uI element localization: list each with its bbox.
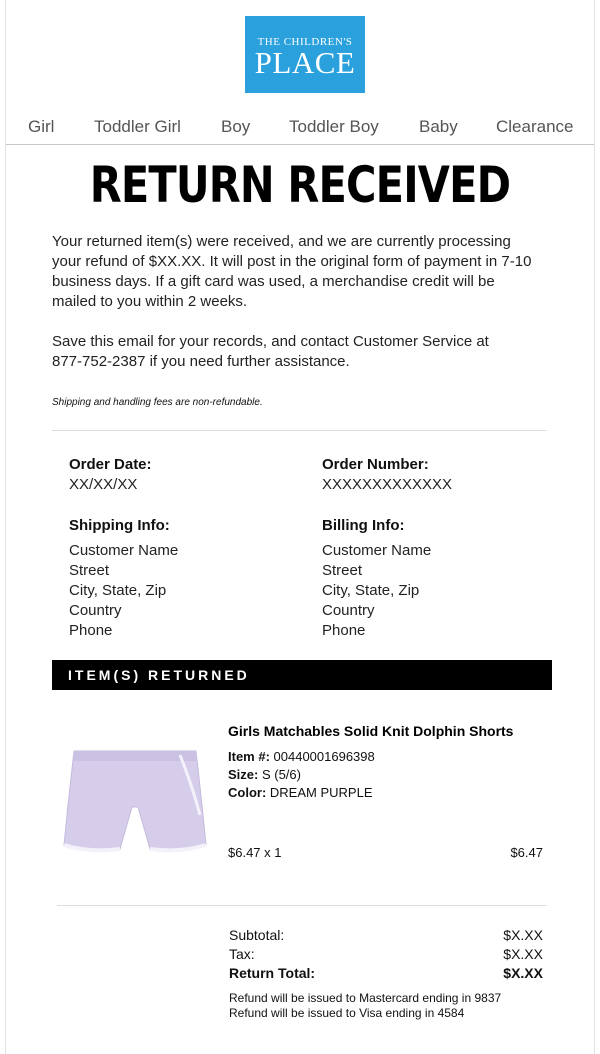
billing-address xyxy=(322,541,431,641)
nav-baby[interactable]: Baby xyxy=(419,117,458,136)
intro-paragraph-2 xyxy=(52,332,552,372)
billing-name: Customer Name xyxy=(322,542,432,559)
item-size-value: S (5/6) xyxy=(261,767,301,782)
brand-line1: THE CHILDREN'S xyxy=(257,36,353,48)
nav-toddler-boy[interactable]: Toddler Boy xyxy=(289,117,379,136)
intro-line: mailed to you within 2 weeks. xyxy=(52,293,248,310)
category-nav xyxy=(6,113,594,145)
brand-line2: PLACE xyxy=(254,45,356,80)
product-image[interactable] xyxy=(60,745,210,860)
divider xyxy=(57,905,547,906)
divider xyxy=(52,430,547,431)
shipping-city: City, State, Zip xyxy=(69,582,167,599)
refund-note-visa: Refund will be issued to Visa ending in 4584 xyxy=(229,1006,465,1020)
item-qty-price: $6.47 x 1 xyxy=(228,845,282,860)
item-color-label: Color: xyxy=(228,785,267,800)
tax-label: Tax: xyxy=(229,946,255,962)
shipping-address xyxy=(69,541,178,641)
item-size-label: Size: xyxy=(228,767,259,782)
item-number-label: Item #: xyxy=(228,749,270,764)
shipping-info-label: Shipping Info: xyxy=(69,517,170,534)
shipping-phone: Phone xyxy=(69,622,113,639)
item-number xyxy=(228,749,375,764)
refund-note-mastercard: Refund will be issued to Mastercard ending in 9837 xyxy=(229,991,502,1005)
shipping-note: Shipping and handling fees are non-refundable. xyxy=(52,397,263,408)
item-color xyxy=(228,785,372,800)
intro-paragraph-1 xyxy=(52,232,552,312)
billing-city: City, State, Zip xyxy=(322,582,420,599)
page-title: RETURN RECEIVED xyxy=(89,156,511,214)
shipping-country: Country xyxy=(69,602,122,619)
order-date-value: XX/XX/XX xyxy=(69,476,138,493)
item-line-total: $6.47 xyxy=(510,845,543,860)
intro-line: Save this email for your records, and contact Customer Service at xyxy=(52,333,489,350)
intro-line: Your returned item(s) were received, and we are currently processing xyxy=(52,233,511,250)
intro-line: 877-752-2387 if you need further assistance. xyxy=(52,353,350,370)
billing-phone: Phone xyxy=(322,622,366,639)
order-number-value: XXXXXXXXXXXXX xyxy=(322,476,453,493)
billing-street: Street xyxy=(322,562,363,579)
nav-boy[interactable]: Boy xyxy=(221,117,251,136)
intro-line: your refund of $XX.XX. It will post in the original form of payment in 7-10 xyxy=(52,253,532,270)
item-size xyxy=(228,767,301,782)
item-number-value: 00440001696398 xyxy=(273,749,375,764)
shipping-name: Customer Name xyxy=(69,542,179,559)
order-number-label: Order Number: xyxy=(322,456,429,473)
intro-line: business days. If a gift card was used, a merchandise credit will be xyxy=(52,273,495,290)
billing-country: Country xyxy=(322,602,375,619)
tax-value: $X.XX xyxy=(503,946,543,962)
subtotal-value: $X.XX xyxy=(503,927,543,943)
brand-logo[interactable] xyxy=(245,16,365,93)
subtotal-label: Subtotal: xyxy=(229,927,285,943)
item-color-value: DREAM PURPLE xyxy=(269,785,373,800)
shipping-street: Street xyxy=(69,562,110,579)
billing-info-label: Billing Info: xyxy=(322,517,405,534)
order-date-label: Order Date: xyxy=(69,456,152,473)
items-returned-header: ITEM(S) RETURNED xyxy=(52,660,552,690)
nav-girl[interactable]: Girl xyxy=(28,117,55,136)
nav-toddler-girl[interactable]: Toddler Girl xyxy=(94,117,181,136)
return-total-label: Return Total: xyxy=(229,965,316,981)
nav-clearance[interactable]: Clearance xyxy=(496,117,574,136)
return-total-value: $X.XX xyxy=(503,965,543,981)
product-name[interactable]: Girls Matchables Solid Knit Dolphin Shorts xyxy=(228,723,514,739)
